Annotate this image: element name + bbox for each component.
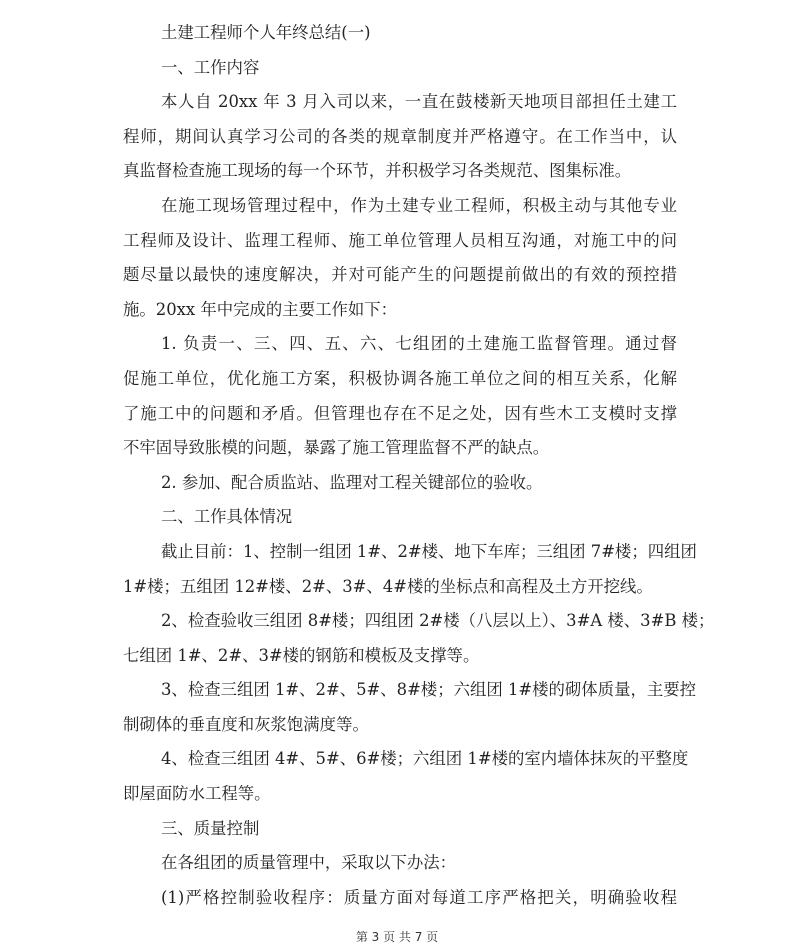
list-item-line: 不牢固导致胀模的问题，暴露了施工管理监督不严的缺点。 bbox=[123, 438, 550, 458]
paragraph-line: 工程师及设计、监理工程师、施工单位管理人员相互沟通，对施工中的问 bbox=[123, 230, 677, 250]
list-item-line: 促施工单位，优化施工方案，积极协调各施工单位之间的相互关系，化解 bbox=[123, 368, 677, 388]
list-item-line: 1. 负责一、三、四、五、六、七组团的土建施工监督管理。通过督 bbox=[161, 334, 677, 354]
list-item-line: 了施工中的问题和矛盾。但管理也存在不足之处，因有些木工支模时支撑 bbox=[123, 403, 677, 423]
paragraph-line: 题尽量以最快的速度解决，并对可能产生的问题提前做出的有效的预控措 bbox=[123, 265, 677, 285]
page-number: 第 3 页 共 7 页 bbox=[355, 930, 439, 944]
paragraph-line: 施。20xx 年中完成的主要工作如下： bbox=[123, 299, 398, 319]
paragraph-line: 本人自 20xx 年 3 月入司以来，一直在鼓楼新天地项目部担任土建工 bbox=[161, 92, 677, 112]
section-heading-work-content: 一、工作内容 bbox=[161, 57, 260, 77]
section-heading-work-details: 二、工作具体情况 bbox=[161, 507, 293, 527]
paragraph-line: 3、检查三组团 1#、2#、5#、8#楼；六组团 1#楼的砌体质量，主要控 bbox=[161, 680, 697, 700]
list-item-line: 2. 参加、配合质监站、监理对工程关键部位的验收。 bbox=[161, 472, 543, 492]
paragraph-line: (1)严格控制验收程序：质量方面对每道工序严格把关，明确验收程 bbox=[161, 887, 677, 907]
paragraph-line: 在各组团的质量管理中，采取以下办法： bbox=[161, 853, 457, 873]
document-body bbox=[123, 16, 715, 915]
paragraph-line: 制砌体的垂直度和灰浆饱满度等。 bbox=[123, 714, 369, 734]
paragraph-line: 真监督检查施工现场的每一个环节，并积极学习各类规范、图集标准。 bbox=[123, 161, 632, 181]
section-heading-quality-control: 三、质量控制 bbox=[161, 818, 260, 838]
paragraph-line: 七组团 1#、2#、3#楼的钢筋和模板及支撑等。 bbox=[123, 645, 480, 665]
document-title: 土建工程师个人年终总结(一) bbox=[161, 23, 371, 42]
paragraph-line: 程师，期间认真学习公司的各类的规章制度并严格遵守。在工作当中，认 bbox=[123, 126, 677, 146]
paragraph-line: 即屋面防水工程等。 bbox=[123, 784, 271, 804]
paragraph-line: 2、检查验收三组团 8#楼；四组团 2#楼（八层以上）、3#A 楼、3#B 楼； bbox=[161, 611, 715, 631]
paragraph-line: 截止目前：1、控制一组团 1#、2#楼、地下车库；三组团 7#楼；四组团 bbox=[161, 541, 697, 561]
paragraph-line: 在施工现场管理过程中，作为土建专业工程师，积极主动与其他专业 bbox=[161, 195, 677, 215]
paragraph-line: 1#楼；五组团 12#楼、2#、3#、4#楼的坐标点和高程及土方开挖线。 bbox=[123, 576, 653, 596]
paragraph-line: 4、检查三组团 4#、5#、6#楼；六组团 1#楼的室内墙体抹灰的平整度 bbox=[161, 749, 689, 769]
